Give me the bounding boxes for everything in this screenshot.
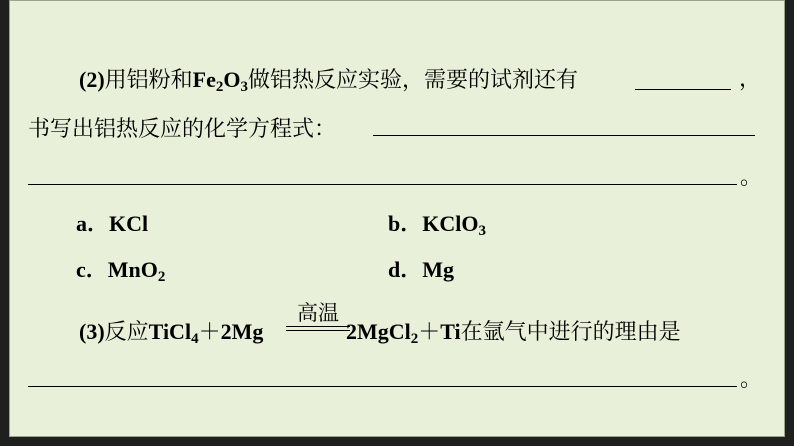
question-3-number: (3) <box>79 319 105 344</box>
option-d-letter: d． <box>388 257 423 282</box>
option-d <box>388 257 454 283</box>
question-3-text-b: 在氩气中进行的理由是 <box>460 320 681 345</box>
question-3-text-a: 反应 <box>104 320 149 345</box>
question-2-number: (2) <box>79 67 105 92</box>
option-b: b．KClO$_3$ <box>388 211 486 239</box>
answer-blank-equation-2 <box>28 184 737 185</box>
answer-blank-reason <box>28 386 737 387</box>
option-a <box>76 211 148 237</box>
option-a-text: KCl <box>109 211 149 236</box>
option-b-letter: b． <box>388 211 423 236</box>
question-2-line-2: 书写出铝热反应的化学方程式： <box>28 117 337 142</box>
option-b-text: KClO <box>422 211 479 236</box>
question-2-period: 。 <box>740 165 763 190</box>
option-d-text: Mg <box>422 257 455 282</box>
formula-2mgcl2: 2MgCl$_2$ <box>346 319 419 347</box>
question-2-text-b: 做铝热反应实验，需要的试剂还有 <box>248 68 579 93</box>
answer-blank-equation-1 <box>373 135 755 136</box>
question-2-line-1 <box>79 67 578 94</box>
equation-bar-bottom <box>286 330 350 331</box>
question-2-text-a: 用铝粉和 <box>104 68 193 93</box>
plus-sign-1: ＋ <box>198 320 221 345</box>
reaction-condition <box>286 302 350 331</box>
option-c: c．MnO$_2$ <box>76 257 166 285</box>
formula-ticl4: TiCl$_4$ <box>148 319 199 347</box>
condition-high-temperature: 高温 <box>297 301 339 325</box>
question-2-comma: ， <box>739 67 762 92</box>
slide <box>9 0 785 437</box>
question-3-products <box>346 319 681 346</box>
option-a-letter: a． <box>76 211 110 236</box>
formula-ti: Ti <box>440 319 461 344</box>
formula-2mg: 2Mg <box>220 319 264 344</box>
equation-bar-top <box>286 326 350 327</box>
formula-fe2o3: $Fe_2O_3$ <box>192 67 248 95</box>
question-3-period: 。 <box>740 367 763 392</box>
plus-sign-2: ＋ <box>418 320 441 345</box>
option-c-letter: c． <box>76 257 108 282</box>
answer-blank-reagent <box>635 89 731 90</box>
question-3-line-1 <box>79 319 263 346</box>
option-c-text: MnO <box>107 257 158 282</box>
